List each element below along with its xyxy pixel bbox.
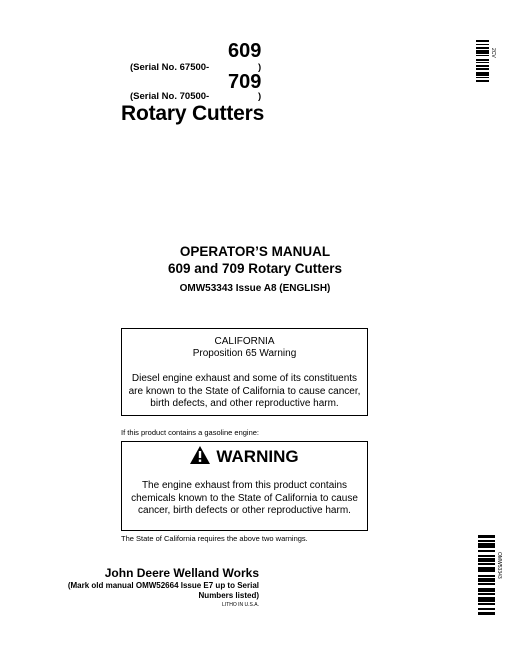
model-number-609: 609: [228, 40, 262, 62]
model-number-709: 709: [228, 71, 262, 93]
litho-note: LITHO IN U.S.A.: [222, 602, 259, 608]
warning-heading: WARNING: [216, 447, 299, 466]
barcode-bottom-label: OMW53343: [496, 552, 502, 579]
california-title: CALIFORNIA: [214, 336, 275, 347]
manual-subtitle: 609 and 709 Rotary Cutters: [167, 261, 343, 276]
manual-title: OPERATOR’S MANUAL: [179, 244, 331, 259]
barcode-top-label: 2CV: [490, 48, 496, 58]
serial-number-709-close: ): [258, 91, 262, 102]
california-warning-text: Diesel engine exhaust and some of its constituents are known to the State of California to cause cancer, birth defects, and other reproductive harm.: [128, 373, 361, 409]
serial-number-709: (Serial No. 70500-: [130, 91, 210, 102]
serial-number-609-close: ): [258, 62, 262, 73]
proposition-title: Proposition 65 Warning: [192, 348, 297, 359]
serial-number-609: (Serial No. 67500-: [130, 62, 210, 73]
factory-name: John Deere Welland Works: [104, 566, 259, 580]
warning-heading-row: [121, 446, 368, 469]
state-note: The State of California requires the above two warnings.: [121, 534, 308, 543]
mark-old-manual-line1: (Mark old manual OMW52664 Issue E7 up to Serial: [67, 581, 259, 590]
barcode-top-icon: [476, 40, 489, 82]
warning-text: The engine exhaust from this product contains chemicals known to the State of California to cause cancer, birth defects or other reproductive harm.: [131, 480, 358, 516]
manual-issue: OMW53343 Issue A8 (ENGLISH): [179, 283, 331, 294]
barcode-bottom-icon: [478, 535, 495, 615]
warning-triangle-icon: [190, 446, 210, 469]
product-title: Rotary Cutters: [121, 102, 265, 125]
mark-old-manual-line2: Numbers listed): [198, 591, 259, 600]
gasoline-note: If this product contains a gasoline engine:: [121, 428, 260, 437]
